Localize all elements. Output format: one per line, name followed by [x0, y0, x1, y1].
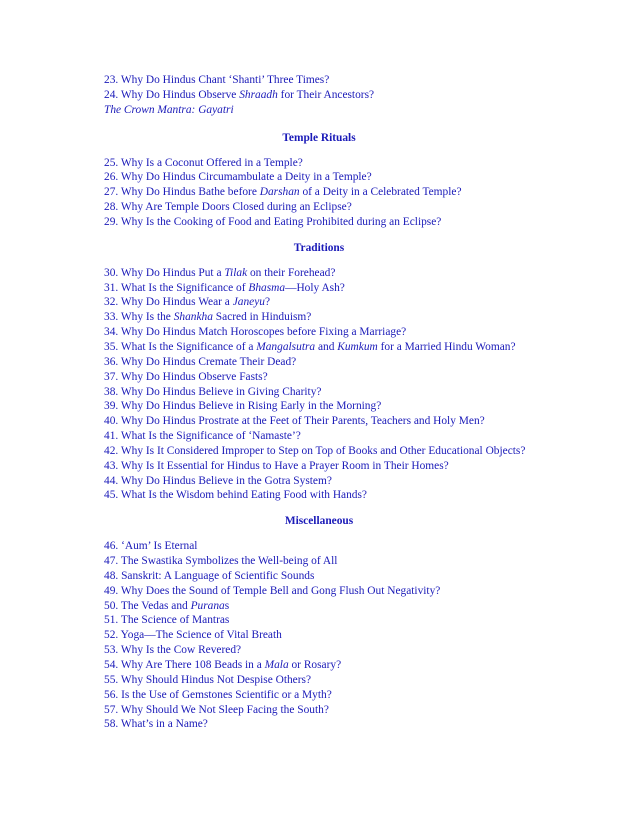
toc-link-text: 51. The Science of Mantras	[104, 614, 230, 627]
toc-link-crown[interactable]	[104, 103, 624, 118]
toc-link-text: 38. Why Do Hindus Believe in Giving Charity?	[104, 385, 322, 398]
toc-link-30[interactable]	[104, 266, 624, 281]
toc-link-text: 30. Why Do Hindus Put a	[104, 266, 225, 279]
toc-link-32[interactable]	[104, 295, 624, 310]
toc-link-italic-text: The Crown Mantra: Gayatri	[104, 103, 234, 116]
toc-link-42[interactable]	[104, 444, 624, 459]
toc-link-text: on their Forehead?	[247, 266, 336, 279]
toc-link-text: —Holy Ash?	[285, 281, 345, 294]
toc-link-48[interactable]	[104, 569, 624, 584]
toc-link-text: 41. What Is the Significance of ‘Namaste’?	[104, 430, 301, 443]
toc-link-text: 33. Why Is the	[104, 311, 174, 324]
toc-link-text: 50. The Vedas and	[104, 599, 191, 612]
toc-link-47[interactable]	[104, 554, 624, 569]
toc-link-text: 23. Why Do Hindus Chant ‘Shanti’ Three Times?	[104, 74, 330, 86]
table-of-contents	[104, 73, 624, 732]
toc-link-text: 53. Why Is the Cow Revered?	[104, 644, 242, 657]
toc-link-text: 37. Why Do Hindus Observe Fasts?	[104, 370, 268, 383]
toc-link-44[interactable]	[104, 474, 624, 489]
toc-link-text: 45. What Is the Wisdom behind Eating Food with Hands?	[104, 489, 367, 502]
toc-link-text: 28. Why Are Temple Doors Closed during an Eclipse?	[104, 201, 352, 214]
toc-link-text: 35. What Is the Significance of a	[104, 340, 257, 353]
toc-link-text: 40. Why Do Hindus Prostrate at the Feet of Their Parents, Teachers and Holy Men?	[104, 415, 485, 428]
toc-intro-list	[104, 73, 624, 118]
toc-link-26[interactable]	[104, 170, 624, 185]
toc-link-text: 43. Why Is It Essential for Hindus to Have a Prayer Room in Their Homes?	[104, 459, 449, 472]
section-heading-temple-rituals: Temple Rituals	[282, 131, 356, 144]
toc-link-text: 57. Why Should We Not Sleep Facing the South?	[104, 703, 329, 716]
toc-link-56[interactable]	[104, 688, 624, 703]
toc-link-text: 24. Why Do Hindus Observe	[104, 88, 240, 101]
section-heading-miscellaneous: Miscellaneous	[284, 515, 354, 528]
toc-link-text: or Rosary?	[288, 659, 342, 671]
toc-link-italic-text: Bhasma	[248, 281, 286, 294]
toc-link-italic-text: Tilak	[224, 266, 248, 279]
toc-link-25[interactable]	[104, 156, 624, 171]
toc-link-43[interactable]	[104, 459, 624, 474]
toc-link-50[interactable]	[104, 599, 624, 614]
toc-link-text: s	[224, 599, 230, 612]
toc-link-45[interactable]	[104, 488, 624, 503]
toc-link-italic-text: Darshan	[259, 186, 300, 199]
toc-link-49[interactable]	[104, 584, 624, 599]
toc-link-text: 46. ‘Aum’ Is Eternal	[104, 540, 198, 553]
section-heading-traditions: Traditions	[293, 241, 345, 254]
toc-link-text: 58. What’s in a Name?	[104, 718, 208, 731]
toc-link-24[interactable]	[104, 88, 624, 103]
toc-link-33[interactable]	[104, 310, 624, 325]
toc-link-text: 29. Why Is the Cooking of Food and Eating Prohibited during an Eclipse?	[104, 215, 442, 228]
toc-link-text: 47. The Swastika Symbolizes the Well-being of All	[104, 555, 338, 568]
toc-link-italic-text: Shankha	[173, 311, 213, 324]
toc-link-text: ?	[264, 296, 271, 309]
toc-link-27[interactable]	[104, 185, 624, 200]
toc-link-36[interactable]	[104, 355, 624, 370]
toc-link-text: 52. Yoga—The Science of Vital Breath	[104, 629, 282, 642]
toc-link-text: Sacred in Hinduism?	[212, 311, 312, 324]
toc-link-text: 56. Is the Use of Gemstones Scientific or a Myth?	[104, 688, 332, 701]
toc-link-text: 39. Why Do Hindus Believe in Rising Early in the Morning?	[104, 400, 382, 413]
toc-link-text: 27. Why Do Hindus Bathe before	[104, 186, 260, 199]
toc-link-34[interactable]	[104, 325, 624, 340]
toc-link-text: of a Deity in a Celebrated Temple?	[299, 186, 462, 199]
toc-link-text: for Their Ancestors?	[277, 88, 375, 101]
toc-link-54[interactable]	[104, 658, 624, 673]
toc-link-52[interactable]	[104, 628, 624, 643]
toc-link-28[interactable]	[104, 200, 624, 215]
toc-link-35[interactable]	[104, 340, 624, 355]
toc-link-text: 25. Why Is a Coconut Offered in a Temple?	[104, 156, 303, 169]
toc-link-text: 36. Why Do Hindus Cremate Their Dead?	[104, 355, 297, 368]
toc-link-53[interactable]	[104, 643, 624, 658]
toc-list-traditions	[104, 266, 624, 504]
toc-link-text: 32. Why Do Hindus Wear a	[104, 296, 233, 309]
toc-link-text: 44. Why Do Hindus Believe in the Gotra System?	[104, 474, 332, 487]
toc-link-46[interactable]	[104, 539, 624, 554]
toc-link-text: 34. Why Do Hindus Match Horoscopes before Fixing a Marriage?	[104, 326, 407, 339]
toc-link-51[interactable]	[104, 613, 624, 628]
toc-link-41[interactable]	[104, 429, 624, 444]
toc-list-temple-rituals	[104, 156, 624, 230]
toc-link-55[interactable]	[104, 673, 624, 688]
toc-link-38[interactable]	[104, 385, 624, 400]
toc-link-58[interactable]	[104, 717, 624, 732]
toc-link-italic-text: Shraadh	[239, 88, 278, 101]
toc-link-57[interactable]	[104, 703, 624, 718]
toc-link-40[interactable]	[104, 414, 624, 429]
toc-list-miscellaneous	[104, 539, 624, 732]
toc-link-text: 48. Sanskrit: A Language of Scientific Sounds	[104, 569, 315, 582]
toc-link-italic-text: Kumkum	[337, 340, 378, 353]
toc-link-text: 26. Why Do Hindus Circumambulate a Deity in a Temple?	[104, 171, 372, 184]
toc-link-text: for a Married Hindu Woman?	[377, 340, 516, 353]
toc-link-23[interactable]	[104, 73, 624, 88]
toc-link-text: 55. Why Should Hindus Not Despise Others?	[104, 673, 312, 686]
toc-link-39[interactable]	[104, 399, 624, 414]
toc-link-text: 49. Why Does the Sound of Temple Bell and Gong Flush Out Negativity?	[104, 584, 441, 597]
toc-link-italic-text: Mala	[264, 659, 289, 671]
toc-link-31[interactable]	[104, 281, 624, 296]
toc-link-text: 42. Why Is It Considered Improper to Step on Top of Books and Other Educational Objects?	[104, 444, 526, 457]
toc-link-37[interactable]	[104, 370, 624, 385]
toc-link-text: 54. Why Are There 108 Beads in a	[104, 659, 265, 671]
toc-link-29[interactable]	[104, 215, 624, 230]
toc-link-text: 31. What Is the Significance of	[104, 281, 249, 294]
toc-link-text: and	[315, 340, 338, 353]
toc-link-italic-text: Purana	[190, 599, 225, 612]
toc-link-italic-text: Janeyu	[232, 296, 265, 309]
toc-link-italic-text: Mangalsutra	[256, 340, 316, 353]
